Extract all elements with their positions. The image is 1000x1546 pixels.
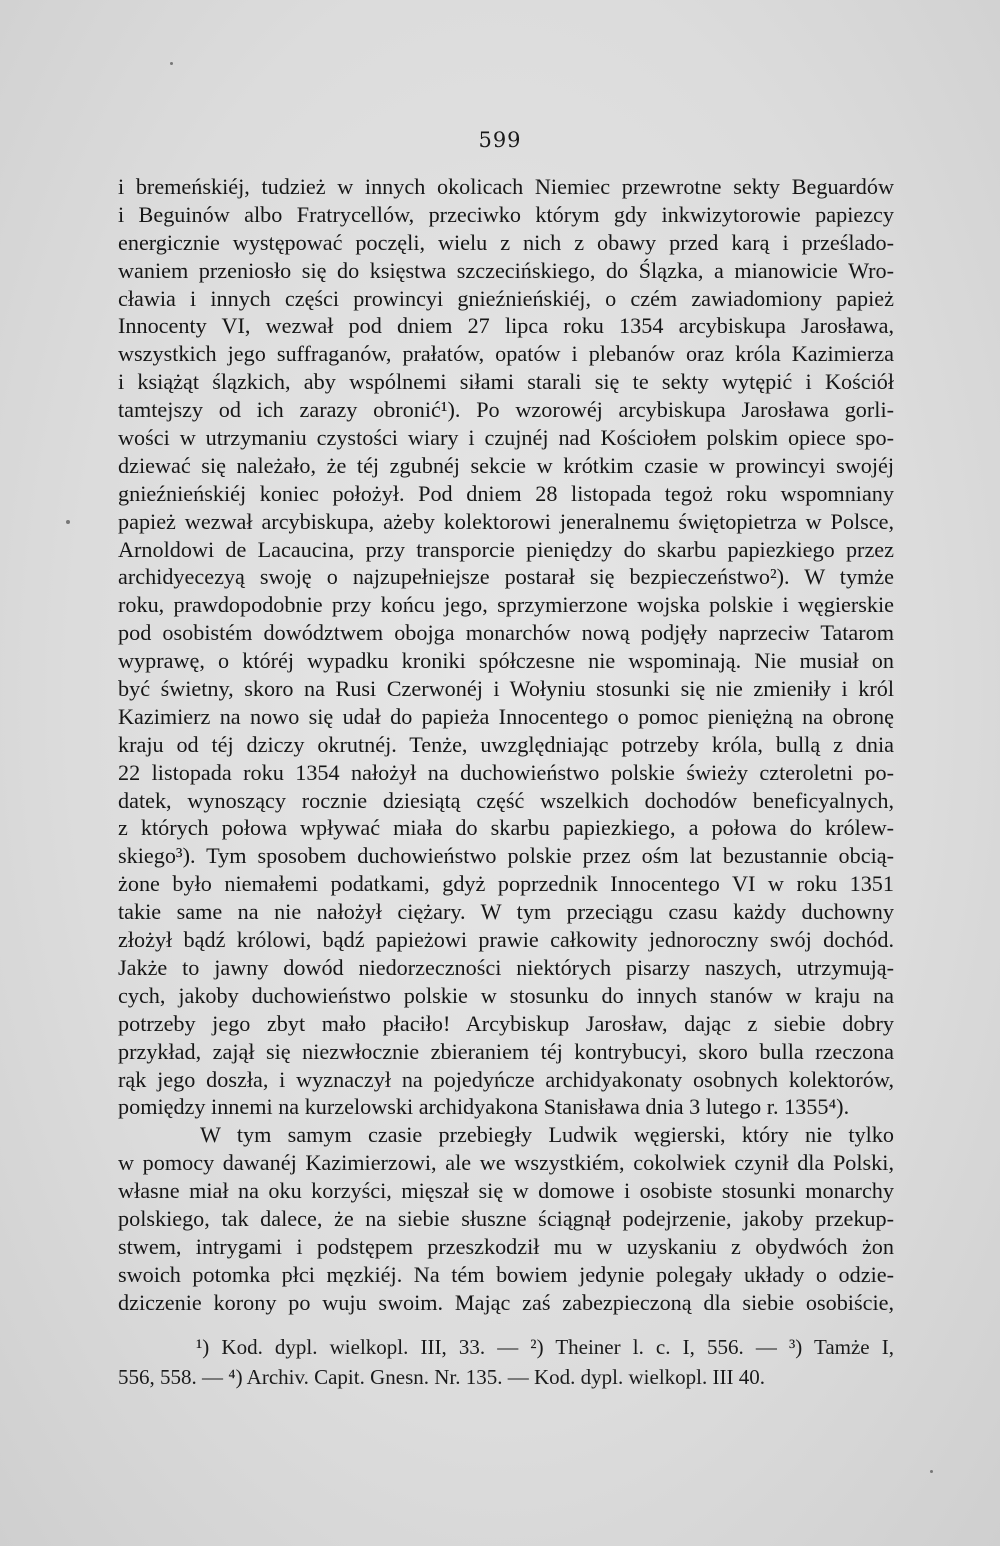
text-line: takie same na nie nałożył ciężary. W tym przeciągu czasu każdy duchowny — [118, 899, 894, 925]
text-line: archidyecezyą swoję o najzupełniejsze postarał się bezpieczeństwo²). W tymże — [118, 564, 894, 590]
footnote-line: ¹) Kod. dypl. wielkopl. III, 33. — ²) Theiner l. c. I, 556. — ³) Tamże I, — [196, 1335, 894, 1359]
text-line: przykład, zajął się niezwłocznie zbieraniem téj kontrybucyi, skoro bulla rzeczona — [118, 1038, 894, 1064]
text-line: z których połowa wpływać miała do skarbu papiezkiego, a połowa do królew- — [118, 815, 894, 841]
text-line: dziewać się należało, że téj zgubnéj sekcie w krótkim czasie w prowincyi swojéj — [118, 452, 894, 478]
text-line: i Beguinów albo Fratrycellów, przeciwko którym gdy inkwizytorowie papiezcy — [118, 201, 894, 227]
paper-speck — [170, 62, 173, 65]
text-line: stwem, intrygami i podstępem przeszkodził mu w uzyskaniu z obydwóch żon — [118, 1233, 894, 1259]
text-line: gnieźnieńskiéj koniec położył. Pod dniem 28 listopada tegoż roku wspomniany — [118, 480, 894, 506]
main-text — [118, 173, 894, 1317]
text-line: żone było niemałemi podatkami, gdyż poprzednik Innocentego VI w roku 1351 — [118, 871, 894, 897]
text-line: Arnoldowi de Lacaucina, przy transporcie pieniędzy do skarbu papiezkiego przez — [118, 536, 894, 562]
text-line: datek, wynoszący rocznie dziesiątą część wszelkich dochodów beneficyalnych, — [118, 787, 894, 813]
text-line: pomiędzy innemi na kurzelowski archidyakona Stanisława dnia 3 lutego r. 1355⁴). — [118, 1094, 850, 1120]
text-line: i książąt ślązkich, aby wspólnemi siłami starali się te sekty wytępić i Kościół — [118, 369, 894, 395]
text-line: rąk jego doszła, i wyznaczył na pojedyńcze archidyakonaty osobnych kolektorów, — [118, 1066, 894, 1092]
paper-speck — [930, 1470, 933, 1473]
text-line: cych, jakoby duchowieństwo polskie w stosunku do innych stanów w kraju na — [118, 982, 894, 1008]
text-line: wszystkich jego suffraganów, prałatów, opatów i plebanów oraz króla Kazimierza — [118, 341, 894, 367]
text-line: cławia i innych części prowincyi gnieźnieńskiéj, o czém zawiadomiony papież — [118, 285, 894, 311]
text-line: wyprawę, o któréj wypadku kroniki spółczesne nie wspominają. Nie musiał on — [118, 648, 894, 674]
text-line: kraju od téj dziczy okrutnéj. Tenże, uwzględniając potrzeby króla, bullą z dnia — [118, 731, 894, 757]
text-line: potrzeby jego zbyt mało płaciło! Arcybiskup Jarosław, dając z siebie dobry — [118, 1010, 894, 1036]
text-line: Jakże to jawny dowód niedorzeczności niektórych pisarzy naszych, utrzymują- — [118, 954, 894, 980]
page-number: 599 — [478, 128, 522, 152]
text-line: polskiego, tak dalece, że na siebie słuszne ściągnął podejrzenie, jakoby przekup- — [118, 1205, 894, 1231]
text-line: własne miał na oku korzyści, mięszał się w domowe i osobiste stosunki monarchy — [118, 1178, 894, 1204]
text-line: Kazimierz na nowo się udał do papieża Innocentego o pomoc pieniężną na obronę — [118, 703, 894, 729]
text-line: wości w utrzymaniu czystości wiary i czujnéj nad Kościołem polskim opiece spo- — [118, 425, 894, 451]
text-line: pod osobistém dowództwem obojga monarchów nową podjęły naprzeciw Tatarom — [118, 620, 894, 646]
text-line: w pomocy dawanéj Kazimierzowi, ale we wszystkiém, cokolwiek czynił dla Polski, — [118, 1150, 894, 1176]
footnotes — [118, 1332, 894, 1392]
text-line: energicznie występować poczęli, wielu z nich z obawy przed karą i prześlado- — [118, 229, 894, 255]
text-line-paragraph-start: W tym samym czasie przebiegły Ludwik węgierski, który nie tylko — [200, 1122, 894, 1148]
footnote-line: 556, 558. — ⁴) Archiv. Capit. Gnesn. Nr. 135. — Kod. dypl. wielkopl. III 40. — [118, 1365, 765, 1389]
text-line: skiego³). Tym sposobem duchowieństwo polskie przez ośm lat bezustannie obcią- — [118, 843, 894, 869]
text-line: złożył bądź królowi, bądź papieżowi prawie całkowity jednoroczny swój dochód. — [118, 927, 894, 953]
text-line: być świetny, skoro na Rusi Czerwonéj i Wołyniu stosunki się nie zmieniły i król — [118, 676, 894, 702]
paper-speck — [66, 520, 70, 524]
text-line: swoich potomka płci męzkiéj. Na tém bowiem jedynie polegały układy o odzie- — [118, 1261, 894, 1287]
text-line: 22 listopada roku 1354 nałożył na duchowieństwo polskie świeży czteroletni po- — [118, 759, 894, 785]
text-line: i bremeńskiéj, tudzież w innych okolicach Niemiec przewrotne sekty Beguardów — [118, 174, 894, 199]
text-line: Innocenty VI, wezwał pod dniem 27 lipca roku 1354 arcybiskupa Jarosława, — [118, 313, 894, 339]
text-line: papież wezwał arcybiskupa, ażeby kolektorowi jeneralnemu świętopietrza w Polsce, — [118, 508, 894, 534]
text-line: roku, prawdopodobnie przy końcu jego, sprzymierzone wojska polskie i węgierskie — [118, 592, 894, 618]
text-line: waniem przeniosło się do księstwa szczecińskiego, do Ślązka, a mianowicie Wro- — [118, 257, 894, 283]
text-line: dziczenie korony po wuju swoim. Mając zaś zabezpieczoną dla siebie osobiście, — [118, 1289, 894, 1315]
text-line: tamtejszy od ich zarazy obronić¹). Po wzorowéj arcybiskupa Jarosława gorli- — [118, 397, 894, 423]
